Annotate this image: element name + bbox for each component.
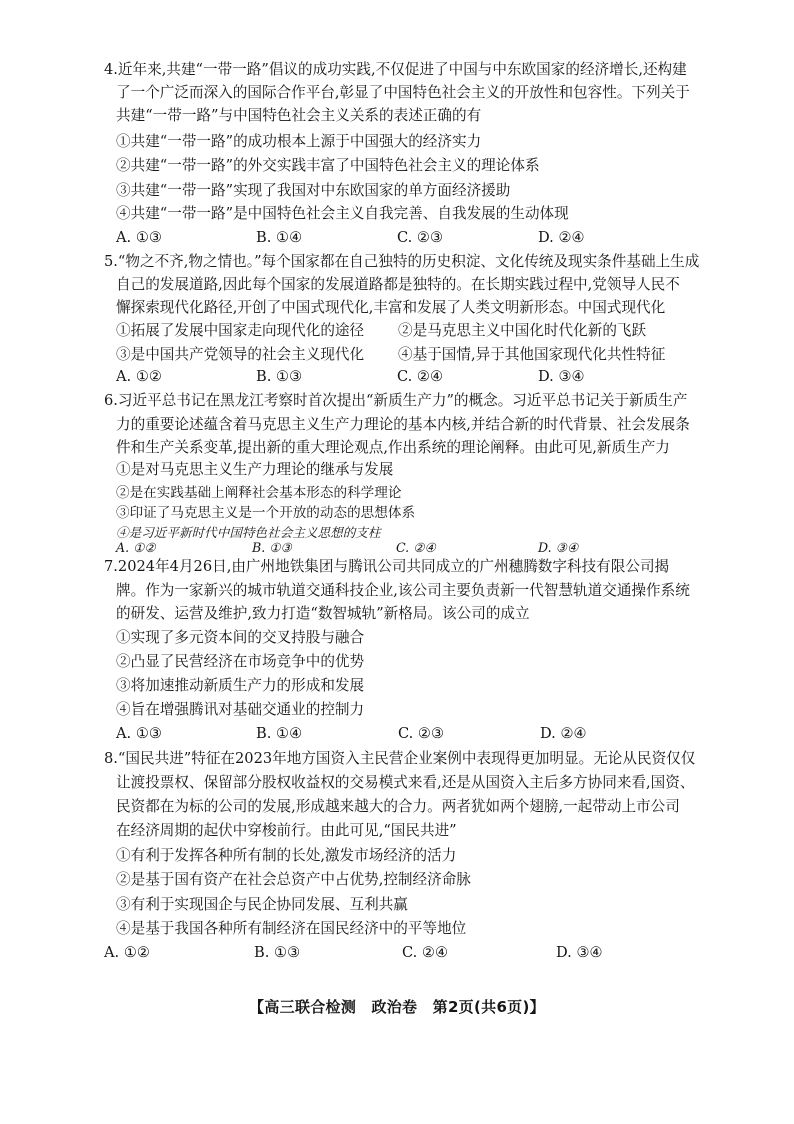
option-2: ②是在实践基础上阐释社会基本形态的科学理论 [116, 485, 402, 501]
question-stem-line: 7.2024年4月26日,由广州地铁集团与腾讯公司共同成立的广州穗腾数字科技有限公司揭 [104, 558, 670, 575]
choice-d: D. ③④ [556, 944, 603, 961]
option-3: ③共建“一带一路”实现了我国对中东欧国家的单方面经济援助 [116, 182, 511, 199]
choice-b: B. ①④ [256, 229, 303, 246]
question-stem-line: 自己的发展道路,因此每个国家的发展道路都是独特的。在长期实践过程中,党领导人民不 [116, 276, 680, 293]
question-stem-line: 5.“物之不齐,物之情也。”每个国家都在自己独特的历史积淀、文化传统及现实条件基础上生成 [104, 253, 700, 270]
choice-c: C. ②④ [396, 540, 436, 555]
choice-d: D. ③④ [538, 540, 579, 555]
choice-c: C. ②④ [397, 368, 444, 385]
choice-c: C. ②③ [397, 229, 444, 246]
option-4: ④基于国情,异于其他国家现代化共性特征 [398, 346, 666, 363]
page-footer: 【高三联合检测 政治卷 第2页(共6页)】 [249, 998, 545, 1016]
option-3: ③有利于实现国企与民企协同发展、互利共赢 [116, 896, 408, 913]
choice-a: A. ①② [116, 540, 156, 555]
option-1: ①有利于发挥各种所有制的长处,激发市场经济的活力 [116, 847, 457, 864]
option-4: ④是习近平新时代中国特色社会主义思想的支柱 [116, 525, 381, 540]
choice-c: C. ②③ [398, 725, 445, 742]
choice-a: A. ①③ [116, 229, 162, 246]
question-stem-line: 的研发、运营及维护,致力打造“数智城轨”新格局。该公司的成立 [116, 605, 530, 622]
question-stem-line: 牌。作为一家新兴的城市轨道交通科技企业,该公司主要负责新一代智慧轨道交通操作系统 [116, 582, 690, 599]
question-stem-line: 民资都在为标的公司的发展,形成越来越大的合力。两者犹如两个翅膀,一起带动上市公司 [116, 798, 680, 815]
question-stem-line: 共建“一带一路”与中国特色社会主义关系的表述正确的有 [116, 107, 482, 124]
choice-b: B. ①③ [256, 368, 303, 385]
choice-d: D. ②④ [540, 725, 587, 742]
question-stem-line: 8.“国民共进”特征在2023年地方国资入主民营企业案例中表现得更加明显。无论从民资仅仅 [104, 750, 696, 767]
question-stem-line: 4.近年来,共建“一带一路”倡议的成功实践,不仅促进了中国与中东欧国家的经济增长,还构建 [104, 61, 687, 78]
option-3: ③将加速推动新质生产力的形成和发展 [116, 677, 365, 694]
choice-a: A. ①③ [116, 725, 162, 742]
option-1: ①拓展了发展中国家走向现代化的途径 [116, 322, 365, 339]
option-4: ④旨在增强腾讯对基础交通业的控制力 [116, 701, 365, 718]
question-stem-line: 件和生产关系变革,提出新的重大理论观点,作出系统的理论阐释。由此可见,新质生产力 [116, 439, 670, 456]
choice-c: C. ②④ [402, 944, 449, 961]
question-stem-line: 让渡投票权、保留部分股权收益权的交易模式来看,还是从国资入主后多方协同来看,国资、 [116, 774, 695, 791]
question-stem-line: 懈探索现代化路径,开创了中国式现代化,丰富和发展了人类文明新形态。中国式现代化 [116, 299, 666, 316]
option-3: ③是中国共产党领导的社会主义现代化 [116, 346, 365, 363]
question-stem-line: 了一个广泛而深入的国际合作平台,彰显了中国特色社会主义的开放性和包容性。下列关于 [116, 84, 690, 101]
choice-a: A. ①② [116, 368, 162, 385]
option-3: ③印证了马克思主义是一个开放的动态的思想体系 [116, 505, 416, 521]
choice-b: B. ①③ [254, 944, 301, 961]
option-4: ④共建“一带一路”是中国特色社会主义自我完善、自我发展的生动体现 [116, 205, 569, 222]
question-stem-line: 6.习近平总书记在黑龙江考察时首次提出“新质生产力”的概念。习近平总书记关于新质生产 [104, 392, 688, 409]
choice-d: D. ③④ [538, 368, 585, 385]
option-2: ②共建“一带一路”的外交实践丰富了中国特色社会主义的理论体系 [116, 157, 540, 174]
option-1: ①是对马克思主义生产力理论的继承与发展 [116, 461, 394, 478]
choice-b: B. ①④ [256, 725, 303, 742]
option-1: ①实现了多元资本间的交叉持股与融合 [116, 629, 365, 646]
choice-a: A. ①② [104, 944, 150, 961]
choice-d: D. ②④ [538, 229, 585, 246]
option-2: ②是马克思主义中国化时代化新的飞跃 [398, 322, 647, 339]
option-2: ②是基于国有资产在社会总资产中占优势,控制经济命脉 [116, 871, 471, 888]
option-1: ①共建“一带一路”的成功根本上源于中国强大的经济实力 [116, 133, 482, 150]
question-stem-line: 在经济周期的起伏中穿梭前行。由此可见,“国民共进” [116, 822, 457, 839]
question-stem-line: 力的重要论述蕴含着马克思主义生产力理论的基本内核,并结合新的时代背景、社会发展条 [116, 416, 690, 433]
option-2: ②凸显了民营经济在市场竞争中的优势 [116, 653, 365, 670]
option-4: ④是基于我国各种所有制经济在国民经济中的平等地位 [116, 920, 467, 937]
choice-b: B. ①③ [252, 540, 292, 555]
